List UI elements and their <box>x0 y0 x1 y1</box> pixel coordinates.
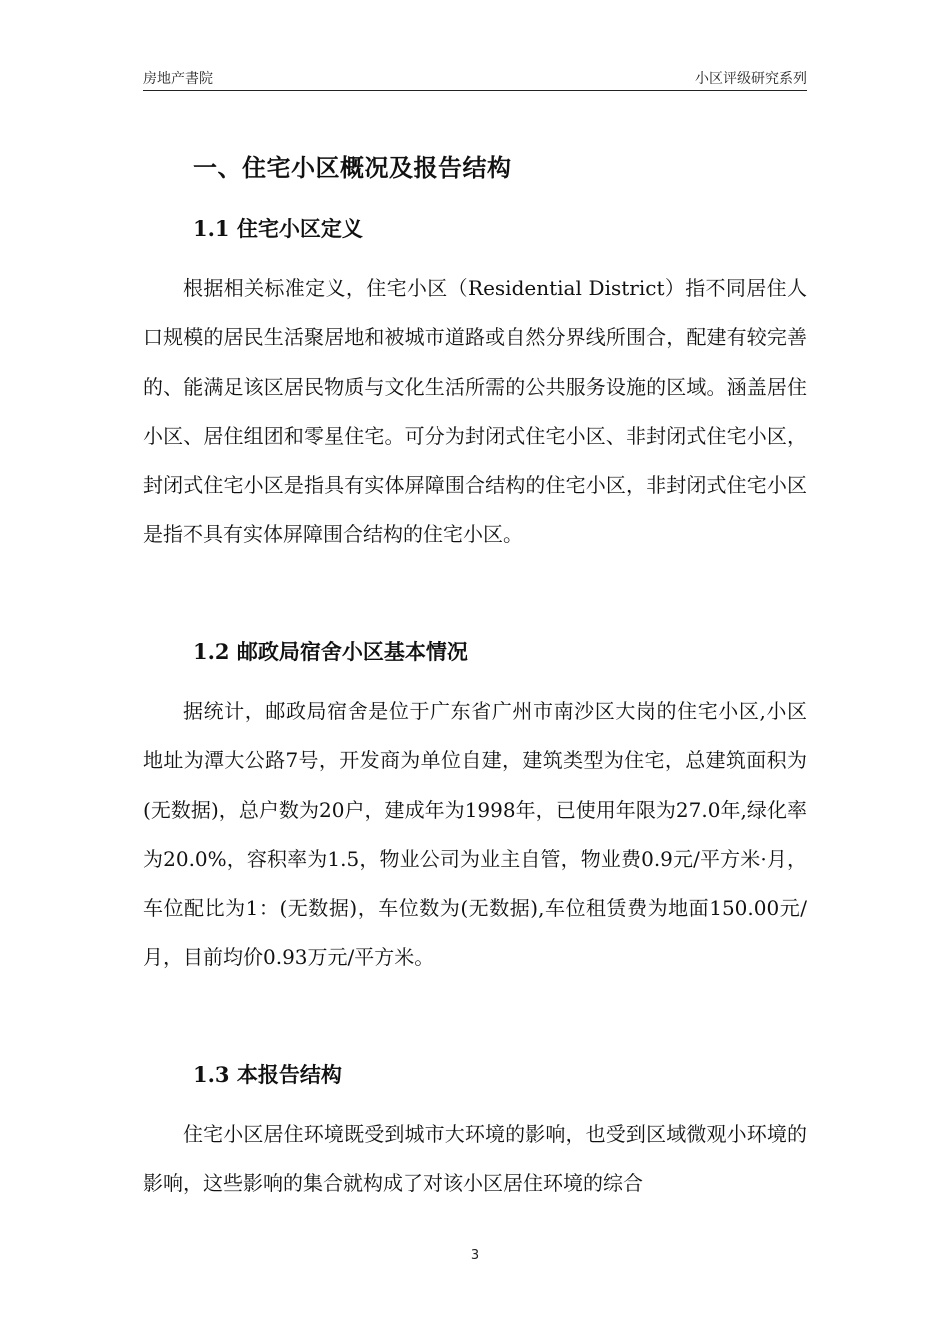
section-heading-1-1: 1.1 住宅小区定义 <box>193 216 363 241</box>
section-paragraph-1-2: 据统计，邮政局宿舍是位于广东省广州市南沙区大岗的住宅小区,小区地址为潭大公路7号，开发商为单位自建，建筑类型为住宅，总建筑面积为(无数据)，总户数为20户，建成年为1998年，已使用年限为27.0年,绿化率为20.0%，容积率为1.5，物业公司为业主自管，物业费0.9元/平方米·月，车位配比为1：(无数据)，车位数为(无数据),车位租赁费为地面150.00元/月，目前均价0.93万元/平方米。 <box>143 699 807 970</box>
header-series-title: 小区评级研究系列 <box>695 71 807 87</box>
section-paragraph-1-3: 住宅小区居住环境既受到城市大环境的影响，也受到区域微观小环境的影响，这些影响的集合就构成了对该小区居住环境的综合 <box>143 1122 807 1196</box>
page-header <box>143 66 807 91</box>
section-heading-1-3: 1.3 本报告结构 <box>193 1062 342 1087</box>
page-number: 3 <box>470 1248 480 1263</box>
header-publisher: 房地产書院 <box>143 71 213 87</box>
chapter-title: 一、住宅小区概况及报告结构 <box>193 153 512 182</box>
section-heading-1-2: 1.2 邮政局宿舍小区基本情况 <box>193 639 468 664</box>
section-paragraph-1-1: 根据相关标准定义，住宅小区（Residential District）指不同居住人口规模的居民生活聚居地和被城市道路或自然分界线所围合，配建有较完善的、能满足该区居民物质与文化生活所需的公共服务设施的区域。涵盖居住小区、居住组团和零星住宅。可分为封闭式住宅小区、非封闭式住宅小区，封闭式住宅小区是指具有实体屏障围合结构的住宅小区，非封闭式住宅小区是指不具有实体屏障围合结构的住宅小区。 <box>143 276 807 547</box>
